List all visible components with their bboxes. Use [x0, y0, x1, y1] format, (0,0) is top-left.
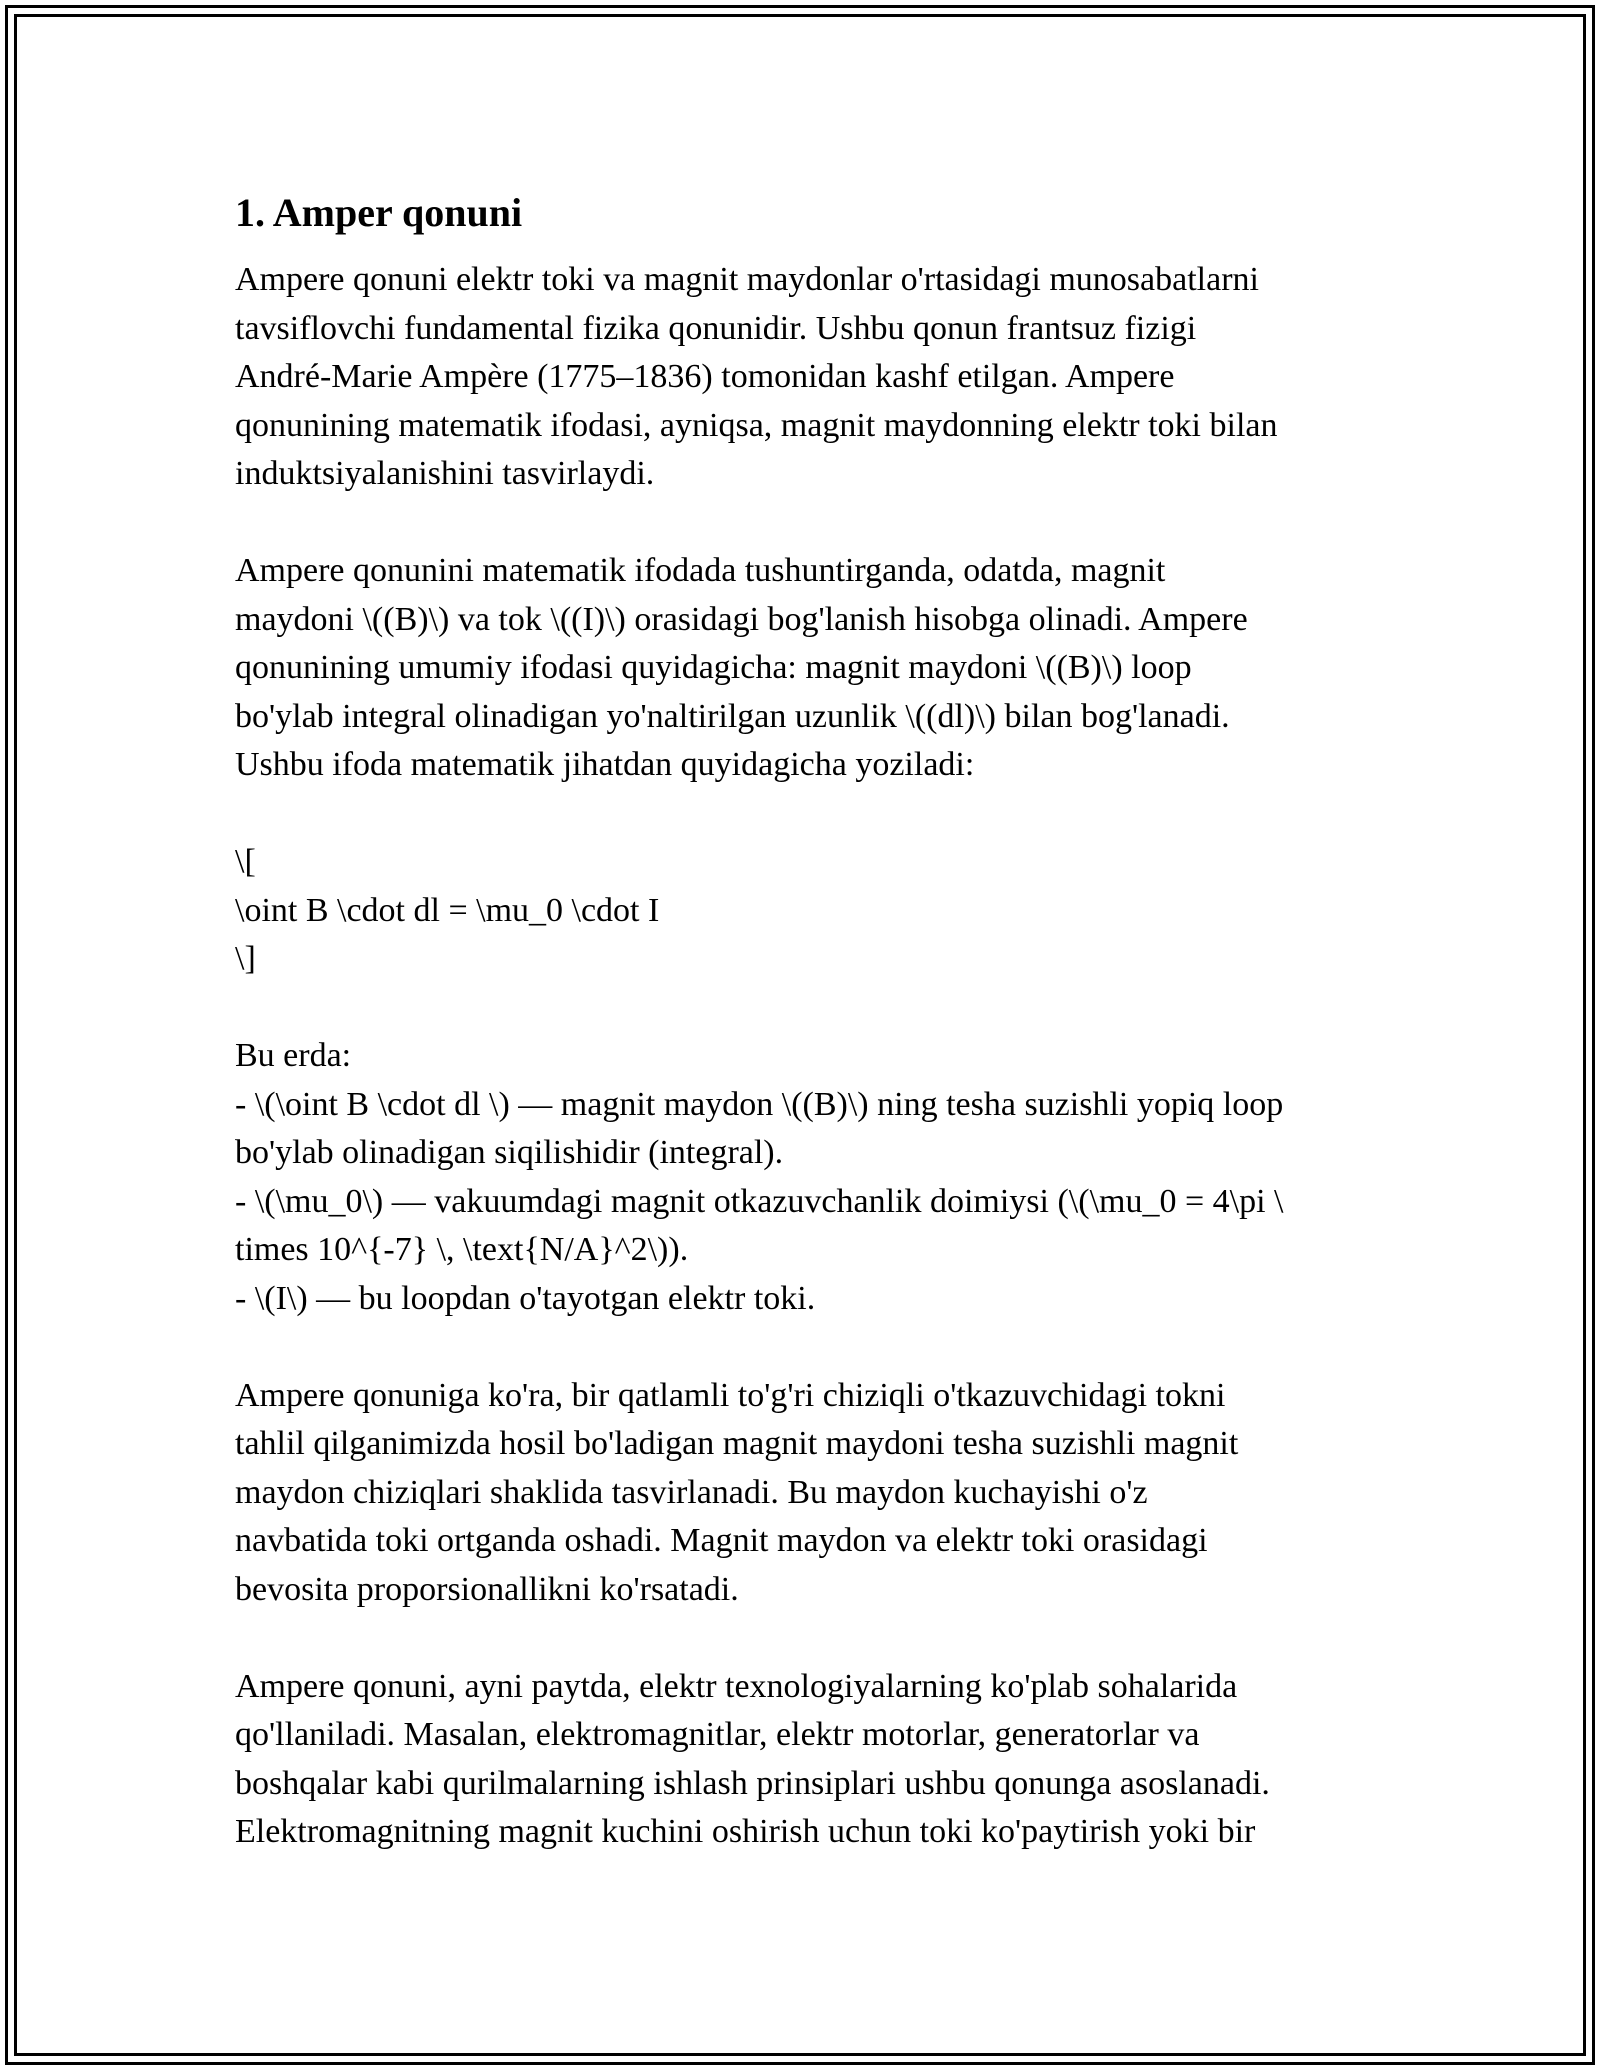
text-line: qo'llaniladi. Masalan, elektromagnitlar, elektr motorlar, generatorlar va [235, 1716, 1200, 1753]
section-heading: 1. Amper qonuni [235, 190, 523, 235]
text-line: Ampere qonuni elektr toki va magnit maydonlar o'rtasidagi munosabatlarni [235, 261, 1259, 298]
text-line: boshqalar kabi qurilmalarning ishlash prinsiplari ushbu qonunga asoslanadi. [235, 1764, 1270, 1802]
paragraph-math-explanation [235, 547, 1385, 790]
definition-item: - \(\mu_0\) — vakuumdagi magnit otkazuvchanlik doimiysi (\(\mu_0 = 4\pi \ [235, 1182, 1284, 1220]
document-body [235, 185, 1385, 1905]
text-line: Ampere qonunini matematik ifodada tushuntirganda, odatda, magnit [235, 552, 1166, 589]
text-line: Ampere qonuniga ko'ra, bir qatlamli to'g'ri chiziqli o'tkazuvchidagi tokni [235, 1376, 1226, 1414]
text-line: navbatida toki ortganda oshadi. Magnit maydon va elektr toki orasidagi [235, 1522, 1208, 1559]
text-line: qonunining umumiy ifodasi quyidagicha: magnit maydoni \((B)\) loop [235, 649, 1192, 686]
definition-item: - \(I\) — bu loopdan o'tayotgan elektr toki. [235, 1279, 816, 1317]
equation-block [235, 838, 1385, 984]
text-line: André-Marie Ampère (1775–1836) tomonidan kashf etilgan. Ampere [235, 358, 1175, 395]
text-line: tahlil qilganimizda hosil bo'ladigan magnit maydoni tesha suzishli magnit [235, 1425, 1239, 1462]
text-line: Ushbu ifoda matematik jihatdan quyidagicha yoziladi: [235, 746, 975, 783]
text-line: bo'ylab olinadigan siqilishidir (integral). [235, 1134, 784, 1171]
equation-line: \[ [235, 843, 256, 880]
paragraph-applications [235, 1663, 1385, 1857]
text-line: Ampere qonuni, ayni paytda, elektr texnologiyalarning ko'plab sohalarida [235, 1667, 1238, 1705]
equation-line: \oint B \cdot dl = \mu_0 \cdot I [235, 891, 660, 929]
text-line: maydon chiziqlari shaklida tasvirlanadi. Bu maydon kuchayishi o'z [235, 1473, 1148, 1511]
text-line: bevosita proporsionallikni ko'rsatadi. [235, 1570, 739, 1608]
text-line: tavsiflovchi fundamental fizika qonunidir. Ushbu qonun frantsuz fizigi [235, 309, 1197, 347]
paragraph-definitions [235, 1032, 1385, 1323]
paragraph-conductor [235, 1372, 1385, 1615]
text-line: Elektromagnitning magnit kuchini oshirish uchun toki ko'paytirish yoki bir [235, 1813, 1256, 1850]
text-line: bo'ylab integral olinadigan yo'naltirilgan uzunlik \((dl)\) bilan bog'lanadi. [235, 697, 1230, 735]
text-line: Bu erda: [235, 1037, 352, 1074]
definition-item: - \(\oint B \cdot dl \) — magnit maydon \((B)\) ning tesha suzishli yopiq loop [235, 1085, 1284, 1123]
paragraph-intro [235, 256, 1385, 499]
text-line: maydoni \((B)\) va tok \((I)\) orasidagi bog'lanish hisobga olinadi. Ampere [235, 600, 1248, 638]
text-line: induktsiyalanishini tasvirlaydi. [235, 455, 655, 492]
text-line: qonunining matematik ifodasi, ayniqsa, magnit maydonning elektr toki bilan [235, 406, 1278, 444]
text-line: times 10^{-7} \, \text{N/A}^2\)). [235, 1231, 689, 1268]
equation-line: \] [235, 940, 256, 977]
